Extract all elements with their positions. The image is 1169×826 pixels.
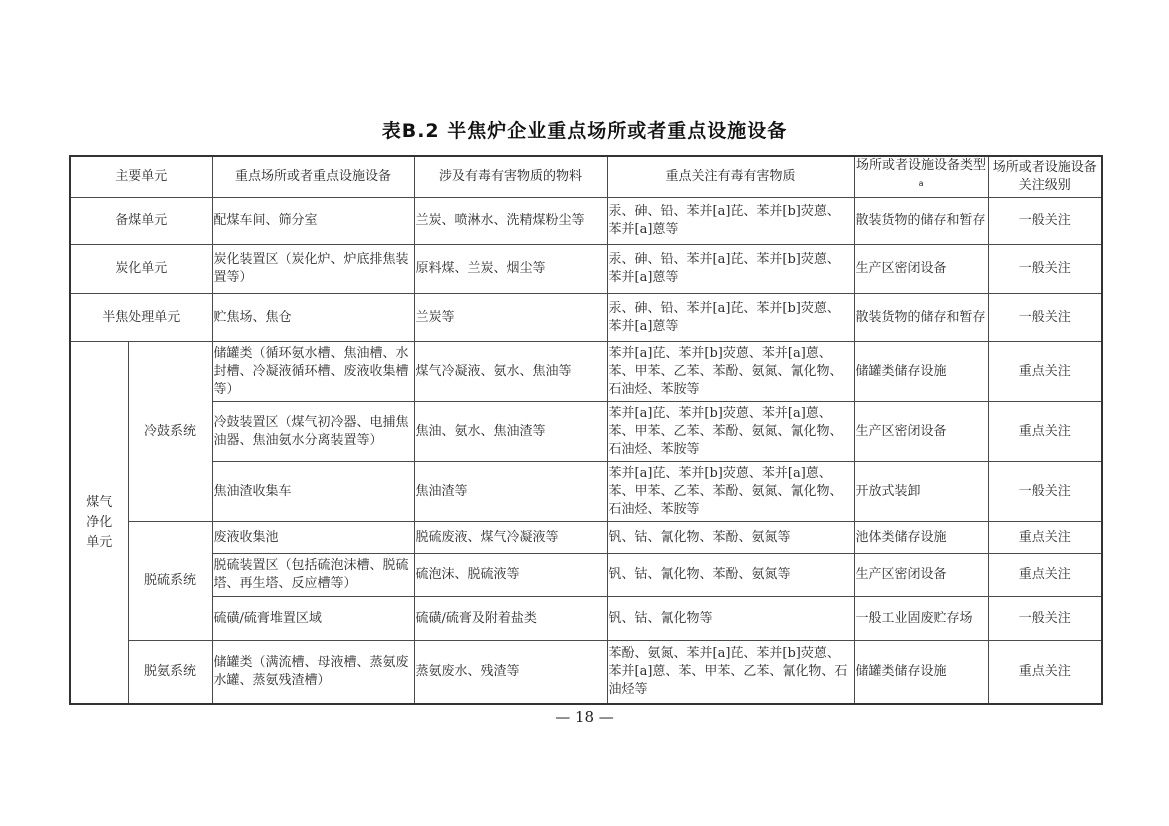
cell-facility: 硫磺/硫膏堆置区域: [212, 597, 414, 641]
cell-substances: 汞、砷、铅、苯并[a]芘、苯并[b]荧蒽、苯并[a]蒽等: [607, 245, 854, 294]
cell-materials: 焦油、氨水、焦油渣等: [414, 402, 607, 462]
table-row: [70, 597, 1102, 641]
cell-materials: 焦油渣等: [414, 462, 607, 522]
cell-level: 一般关注: [988, 597, 1102, 641]
cell-facility: 炭化装置区（炭化炉、炉底排焦装置等）: [212, 245, 414, 294]
cell-level: 重点关注: [988, 522, 1102, 554]
cell-subunit: 脱硫系统: [128, 522, 212, 641]
header-substances: 重点关注有毒有害物质: [607, 156, 854, 198]
cell-substances: 苯并[a]芘、苯并[b]荧蒽、苯并[a]蒽、苯、甲苯、乙苯、苯酚、氨氮、氰化物、石油烃、苯胺等: [607, 342, 854, 402]
table-row: [70, 342, 1102, 402]
table-row: [70, 641, 1102, 704]
header-facility: 重点场所或者重点设施设备: [212, 156, 414, 198]
header-type: [854, 156, 988, 198]
cell-facility: 脱硫装置区（包括硫泡沫槽、脱硫塔、再生塔、反应槽等）: [212, 554, 414, 597]
table-row: [70, 522, 1102, 554]
cell-subunit: 脱氨系统: [128, 641, 212, 704]
cell-substances: 汞、砷、铅、苯并[a]芘、苯并[b]荧蒽、苯并[a]蒽等: [607, 294, 854, 342]
header-unit: 主要单元: [70, 156, 212, 198]
cell-facility: 储罐类（循环氨水槽、焦油槽、水封槽、冷凝液循环槽、废液收集槽等）: [212, 342, 414, 402]
cell-type: 生产区密闭设备: [854, 554, 988, 597]
cell-facility: 废液收集池: [212, 522, 414, 554]
cell-materials: 硫泡沫、脱硫液等: [414, 554, 607, 597]
cell-materials: 蒸氨废水、残渣等: [414, 641, 607, 704]
cell-facility: 贮焦场、焦仓: [212, 294, 414, 342]
cell-facility: 储罐类（满流槽、母液槽、蒸氨废水罐、蒸氨残渣槽）: [212, 641, 414, 704]
cell-level: 重点关注: [988, 641, 1102, 704]
cell-level: 重点关注: [988, 554, 1102, 597]
page-number: — 18 —: [555, 708, 614, 726]
cell-materials: 硫磺/硫膏及附着盐类: [414, 597, 607, 641]
cell-substances: 汞、砷、铅、苯并[a]芘、苯并[b]荧蒽、苯并[a]蒽等: [607, 198, 854, 245]
cell-level: 一般关注: [988, 245, 1102, 294]
cell-level: 重点关注: [988, 342, 1102, 402]
unit-label-line: 单元: [86, 534, 113, 550]
header-type-label: 场所或者设施设备类型: [856, 158, 987, 173]
table-row: [70, 294, 1102, 342]
header-materials: 涉及有毒有害物质的物料: [414, 156, 607, 198]
cell-substances: 苯并[a]芘、苯并[b]荧蒽、苯并[a]蒽、苯、甲苯、乙苯、苯酚、氨氮、氰化物、石油烃、苯胺等: [607, 402, 854, 462]
cell-type: 储罐类储存设施: [854, 342, 988, 402]
header-level: 场所或者设施设备关注级别: [988, 156, 1102, 198]
cell-materials: 原料煤、兰炭、烟尘等: [414, 245, 607, 294]
table-row: [70, 462, 1102, 522]
cell-unit: 炭化单元: [70, 245, 212, 294]
cell-type: 一般工业固废贮存场: [854, 597, 988, 641]
cell-type: 散装货物的储存和暂存: [854, 198, 988, 245]
cell-substances: 钒、钴、氰化物、苯酚、氨氮等: [607, 522, 854, 554]
cell-substances: 苯酚、氨氮、苯并[a]芘、苯并[b]荧蒽、苯并[a]蒽、苯、甲苯、乙苯、氰化物、石油烃等: [607, 641, 854, 704]
table-row: [70, 402, 1102, 462]
cell-type: 生产区密闭设备: [854, 245, 988, 294]
cell-materials: 脱硫废液、煤气冷凝液等: [414, 522, 607, 554]
table-row: [70, 554, 1102, 597]
table-row: [70, 245, 1102, 294]
cell-type: 储罐类储存设施: [854, 641, 988, 704]
unit-label-line: 煤气: [86, 494, 113, 510]
cell-subunit: 冷鼓系统: [128, 342, 212, 522]
cell-level: 一般关注: [988, 198, 1102, 245]
cell-type: 开放式装卸: [854, 462, 988, 522]
cell-materials: 兰炭等: [414, 294, 607, 342]
cell-substances: 钒、钴、氰化物、苯酚、氨氮等: [607, 554, 854, 597]
cell-type: 生产区密闭设备: [854, 402, 988, 462]
cell-unit: 备煤单元: [70, 198, 212, 245]
cell-facility: 冷鼓装置区（煤气初冷器、电捕焦油器、焦油氨水分离装置等）: [212, 402, 414, 462]
cell-unit-gas-purification: [70, 342, 128, 704]
cell-materials: 兰炭、喷淋水、洗精煤粉尘等: [414, 198, 607, 245]
cell-substances: 钒、钴、氰化物等: [607, 597, 854, 641]
cell-unit: 半焦处理单元: [70, 294, 212, 342]
page-title: 表B.2 半焦炉企业重点场所或者重点设施设备: [381, 120, 788, 142]
cell-facility: 焦油渣收集车: [212, 462, 414, 522]
cell-substances: 苯并[a]芘、苯并[b]荧蒽、苯并[a]蒽、苯、甲苯、乙苯、苯酚、氨氮、氰化物、石油烃、苯胺等: [607, 462, 854, 522]
cell-materials: 煤气冷凝液、氨水、焦油等: [414, 342, 607, 402]
table-header-row: [70, 156, 1102, 198]
facility-table: [69, 155, 1103, 705]
cell-type: 散装货物的储存和暂存: [854, 294, 988, 342]
unit-label-line: 净化: [86, 514, 113, 530]
cell-type: 池体类储存设施: [854, 522, 988, 554]
cell-level: 一般关注: [988, 462, 1102, 522]
cell-facility: 配煤车间、筛分室: [212, 198, 414, 245]
table-row: [70, 198, 1102, 245]
header-type-footnote-mark: a: [918, 179, 924, 188]
cell-level: 重点关注: [988, 402, 1102, 462]
cell-level: 一般关注: [988, 294, 1102, 342]
